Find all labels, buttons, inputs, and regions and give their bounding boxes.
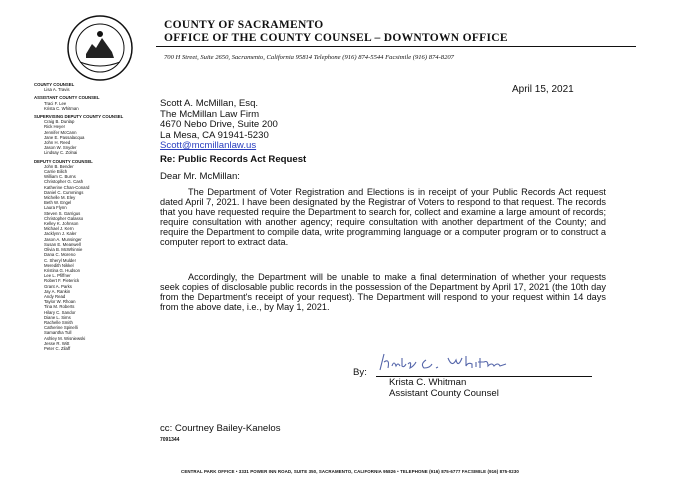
staff-name: Lisa A. Travis: [44, 87, 70, 93]
staff-name: Dana C. Moreno: [44, 252, 76, 258]
staff-name: Craig B. Dunlap: [44, 119, 75, 125]
signer-title: Assistant County Counsel: [389, 388, 499, 399]
staff-name: Andy Read: [44, 293, 66, 299]
staff-group: [34, 114, 142, 156]
staff-name: Carrie Bilich: [44, 169, 68, 175]
letterhead-divider: [156, 46, 636, 47]
staff-name: Jason W. Snyder: [44, 145, 77, 151]
staff-name: Jane E. Passalacqua: [44, 134, 85, 140]
cc-line: cc: Courtney Bailey-Kanelos: [160, 423, 281, 434]
staff-group-title: ASSISTANT COUNTY COUNSEL: [34, 95, 100, 101]
staff-name: Michelle M. Eley: [44, 195, 76, 201]
staff-name: Kelley K. Johnson: [44, 221, 79, 227]
staff-name: Rachelle Smith: [44, 319, 73, 325]
staff-name: Taylor W. Rhoan: [44, 299, 76, 305]
staff-name: Robert F. Pieterick: [44, 278, 80, 284]
staff-name: Jesse R. Witt: [44, 340, 70, 346]
staff-sidebar: [34, 82, 142, 354]
letterhead-address: 700 H Street, Suite 2650, Sacramento, California 95814 Telephone (916) 874-5544 Facsimile (916) 874-8207: [164, 54, 454, 61]
staff-group-title: COUNTY COUNSEL: [34, 82, 75, 87]
staff-name: Traci F. Lee: [44, 100, 67, 106]
staff-name: Samantha Tull: [44, 330, 72, 336]
staff-group: [34, 95, 142, 111]
staff-name: Christopher Galasso: [44, 215, 84, 221]
staff-name: C. Sheryl Mulder: [44, 257, 76, 263]
staff-name: Susan E. Meanwell: [44, 241, 81, 247]
staff-name: Jay A. Rankin: [44, 288, 71, 294]
recipient-line: The McMillan Law Firm: [160, 108, 260, 120]
letter-date: April 15, 2021: [512, 84, 574, 95]
body-paragraph-1: The Department of Voter Registration and Elections is in receipt of your Public Records Act request dated April 7, 2021. I have been designated by the Registrar of Voters to respond to that request. The records that you have requested require the Department to search for, collect and examine a large amount of records; require consultation with another agency; require consultation with another department of the County; and require the Department to compile data, write programming language or a computer program or to construct a computer report to extract data.: [160, 187, 606, 248]
staff-name: Beth W. Engel: [44, 200, 72, 206]
county-seal: [66, 14, 134, 82]
recipient-line: 4670 Nebo Drive, Suite 200: [160, 119, 278, 131]
staff-group-title: DEPUTY COUNTY COUNSEL: [34, 158, 93, 164]
staff-name: Steven S. Garrigus: [44, 210, 81, 216]
recipient-email-link[interactable]: Scott@mcmillanlaw.us: [160, 140, 257, 152]
staff-name: Jacklynn J. Kaler: [44, 231, 77, 237]
staff-group: [34, 82, 142, 92]
staff-name: Hilary C. Sandor: [44, 309, 76, 315]
staff-name: Kristina G. Hudson: [44, 267, 81, 273]
staff-group-title: SUPERVISING DEPUTY COUNTY COUNSEL: [34, 114, 124, 120]
staff-name: Katherine Chan-Conard: [44, 184, 90, 190]
staff-name: Rick Heyer: [44, 124, 66, 130]
signature-by-label: By:: [353, 367, 367, 378]
subject-line: Re: Public Records Act Request: [160, 154, 307, 165]
staff-name: Peter C. Zilaff: [44, 345, 71, 351]
staff-name: William C. Burns: [44, 174, 76, 180]
staff-name: Diane L. Sims: [44, 314, 71, 320]
document-number: 7091344: [160, 437, 180, 443]
county-seal-icon: [66, 14, 134, 82]
staff-name: Grant A. Parks: [44, 283, 72, 289]
staff-name: Meredith Nikkel: [44, 262, 74, 268]
letterhead-org: COUNTY OF SACRAMENTO: [164, 19, 324, 31]
staff-name: John H. Reed: [44, 140, 71, 146]
staff-name: Lee L. Pfiffner: [44, 273, 71, 279]
handwritten-signature: [374, 350, 554, 376]
staff-name: Catherine Spinelli: [44, 325, 78, 331]
staff-name: Daniel C. Cummings: [44, 189, 84, 195]
letterhead-office: OFFICE OF THE COUNTY COUNSEL – DOWNTOWN OFFICE: [164, 32, 508, 44]
recipient-line: La Mesa, CA 91941-5230: [160, 129, 269, 141]
staff-name: Olivia B. McWhinnie: [44, 247, 83, 253]
recipient-line: Scott A. McMillan, Esq.: [160, 98, 259, 109]
staff-name: Krista C. Whitman: [44, 105, 79, 111]
body-paragraph-2: Accordingly, the Department will be unable to make a final determination of whether your requests seek copies of disclosable public records in the possession of the Department by April 17, 2021 (the 10th day from the Department's receipt of your request). The Department will respond to your request within 14 days from the above date, i.e., by May 1, 2021.: [160, 272, 606, 313]
staff-name: Christopher G. Cash: [44, 179, 84, 185]
letterhead-footer: CENTRAL PARK OFFICE • 3331 POWER INN ROAD, SUITE 350, SACRAMENTO, CALIFORNIA 95826 • TELEPHONE (916) 875-6777 FACSIMILE (916) 875-0230: [181, 469, 519, 474]
signer-name: Krista C. Whitman: [389, 377, 467, 388]
staff-name: Ashley M. Wisniewski: [44, 335, 86, 341]
staff-name: Jennifer McCann: [44, 129, 77, 135]
recipient-address: [160, 99, 278, 152]
staff-name: Tina M. Roberts: [44, 304, 75, 310]
staff-name: Lindsay C. Zolnai: [44, 150, 78, 156]
staff-group: [34, 159, 142, 352]
staff-name: John B. Bender: [44, 163, 74, 169]
staff-name: Jason A. Munsinger: [44, 236, 82, 242]
salutation: Dear Mr. McMillan:: [160, 171, 240, 182]
staff-name: Laura Flynn: [44, 205, 67, 211]
staff-name: Michael J. Kern: [44, 226, 74, 232]
